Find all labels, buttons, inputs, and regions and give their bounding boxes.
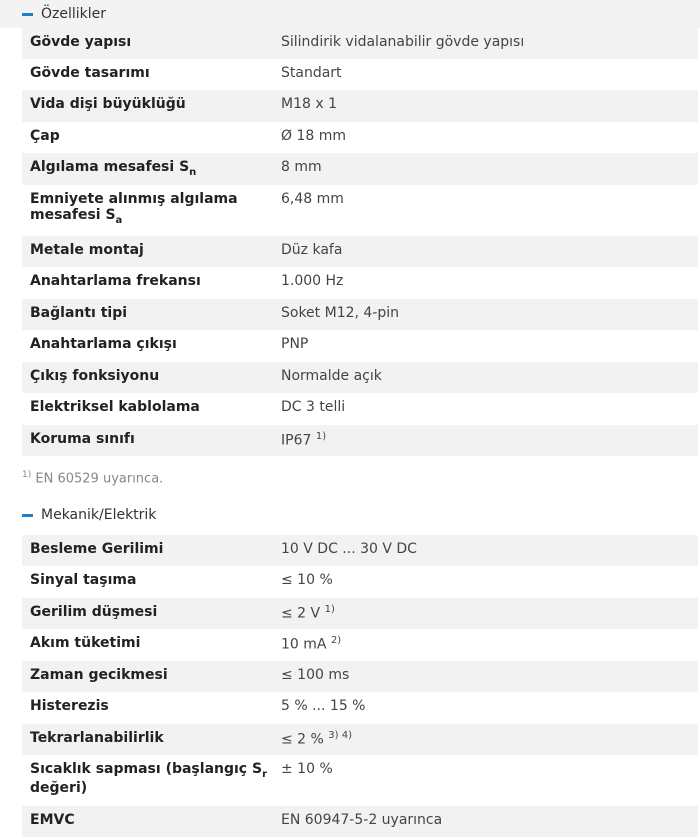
- row-value-text: ≤ 2 %: [281, 731, 324, 748]
- footnote-text: EN 60529 uyarınca.: [35, 471, 164, 487]
- section-title: Özellikler: [41, 6, 107, 22]
- row-label: Çap: [30, 128, 60, 144]
- row-label-subscript: r: [262, 768, 267, 780]
- table-row: [22, 598, 698, 629]
- footnote-marker: 1): [22, 470, 32, 480]
- footnote-ref[interactable]: 1): [315, 431, 327, 442]
- row-label: Histerezis: [30, 698, 109, 714]
- row-label-tail: değeri): [30, 779, 88, 796]
- row-label: Gerilim düşmesi: [22, 598, 281, 629]
- row-label: Gövde yapısı: [22, 28, 281, 59]
- row-label: Vida dişi büyüklüğü: [22, 90, 281, 122]
- collapse-minus-icon[interactable]: [22, 13, 33, 16]
- table-row: [22, 330, 698, 362]
- table-row: [22, 153, 698, 185]
- table-row: [22, 362, 698, 393]
- row-label: Çıkış fonksiyonu: [22, 362, 281, 393]
- collapse-minus-icon[interactable]: [22, 514, 33, 517]
- row-label: [22, 755, 281, 806]
- row-value: 10 V DC ... 30 V DC: [281, 535, 698, 566]
- row-label: Anahtarlama frekansı: [30, 273, 201, 289]
- table-row: [22, 724, 698, 755]
- row-label: Gövde tasarımı: [30, 65, 150, 81]
- row-label-subscript: a: [115, 214, 123, 226]
- row-label: Metale montaj: [22, 236, 281, 267]
- row-value: 8 mm: [281, 153, 698, 185]
- row-value-text: ≤ 2 V: [281, 605, 321, 622]
- table-row: [22, 59, 698, 90]
- row-value: ≤ 10 %: [281, 572, 333, 588]
- footnote-ref[interactable]: 1): [324, 604, 335, 615]
- table-row: [22, 661, 698, 692]
- row-value: PNP: [281, 336, 309, 352]
- row-value: 1.000 Hz: [281, 273, 344, 289]
- row-label: Bağlantı tipi: [22, 299, 281, 330]
- table-row: [22, 566, 698, 598]
- table-row: [22, 267, 698, 299]
- row-label: Besleme Gerilimi: [22, 535, 281, 566]
- row-label: Tekrarlanabilirlik: [22, 724, 281, 755]
- table-row: [22, 425, 698, 456]
- row-label: Anahtarlama çıkışı: [30, 336, 177, 352]
- section-title: Mekanik/Elektrik: [41, 507, 157, 523]
- mechanical-table: [22, 535, 698, 837]
- table-row: [22, 393, 698, 425]
- table-row: [22, 28, 698, 59]
- table-row: [22, 90, 698, 122]
- row-value: DC 3 telli: [281, 399, 346, 415]
- table-row: [22, 806, 698, 837]
- row-label: EMVC: [22, 806, 281, 837]
- footnote-ref[interactable]: 2): [330, 635, 342, 646]
- row-value: [281, 724, 698, 755]
- row-value: M18 x 1: [281, 90, 698, 122]
- table-row: [22, 122, 698, 153]
- table-row: [22, 236, 698, 267]
- table-row: [22, 629, 698, 661]
- row-label-text: Emniyete alınmış algılama mesafesi S: [30, 191, 238, 223]
- row-value: [281, 629, 698, 661]
- table-row: [22, 535, 698, 566]
- footnote: [22, 470, 700, 488]
- row-value: [281, 425, 698, 456]
- row-value-text: 10 mA: [281, 636, 327, 653]
- row-value: 6,48 mm: [281, 191, 344, 207]
- row-label: Akım tüketimi: [30, 635, 141, 651]
- row-label-subscript: n: [189, 166, 197, 178]
- row-value: Silindirik vidalanabilir gövde yapısı: [281, 28, 698, 59]
- features-table: [22, 28, 698, 456]
- row-value: ± 10 %: [281, 761, 333, 777]
- row-value: Soket M12, 4-pin: [281, 299, 698, 330]
- row-label: Elektriksel kablolama: [30, 399, 200, 415]
- table-row: [22, 185, 698, 236]
- row-label-text: Algılama mesafesi S: [30, 159, 190, 175]
- table-row: [22, 299, 698, 330]
- row-value: 5 % ... 15 %: [281, 698, 366, 714]
- row-label: Koruma sınıfı: [22, 425, 281, 456]
- footnote-ref[interactable]: 3) 4): [328, 730, 353, 741]
- features-section-header[interactable]: [0, 0, 700, 28]
- row-label: [22, 153, 281, 185]
- table-row: [22, 692, 698, 724]
- row-value: [281, 598, 698, 629]
- row-label-text: Sıcaklık sapması (başlangıç S: [30, 761, 263, 777]
- row-value: Ø 18 mm: [281, 128, 347, 144]
- row-label: Zaman gecikmesi: [22, 661, 281, 692]
- row-value: Standart: [281, 65, 342, 81]
- row-value: Düz kafa: [281, 236, 698, 267]
- row-label: Sinyal taşıma: [30, 572, 137, 588]
- row-value: EN 60947-5-2 uyarınca: [281, 806, 698, 837]
- row-value: ≤ 100 ms: [281, 661, 698, 692]
- row-label: [22, 185, 281, 236]
- row-value-text: IP67: [281, 432, 312, 449]
- mechanical-section-header[interactable]: [0, 501, 700, 529]
- row-value: Normalde açık: [281, 362, 698, 393]
- table-row: [22, 755, 698, 806]
